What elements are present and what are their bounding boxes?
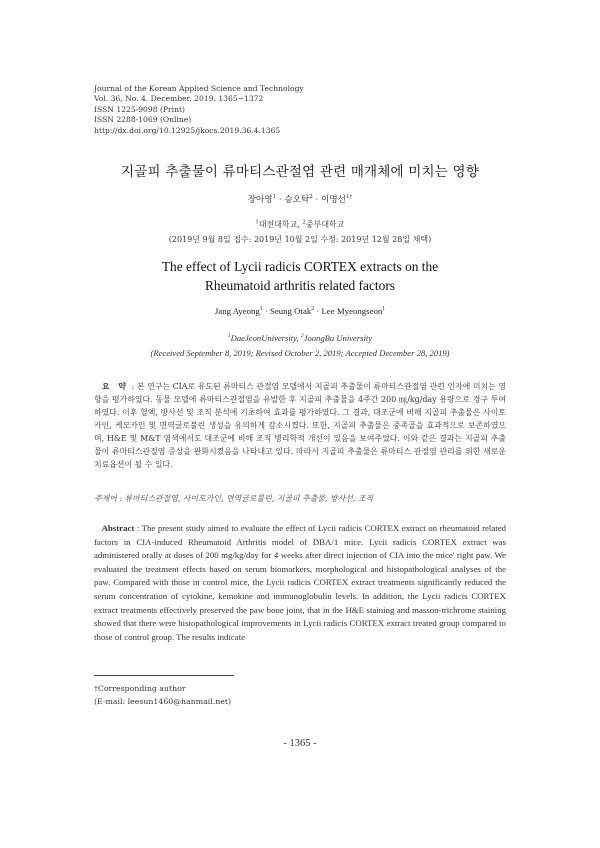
english-abstract-label: Abstract (101, 523, 135, 533)
korean-affiliation (0, 219, 600, 230)
journal-volume: Vol. 36, No. 4. December, 2019. 1365~1372 (94, 94, 264, 104)
english-authors (0, 306, 600, 316)
author-sep: · (314, 306, 322, 316)
aff-1: DaeJeonUniversity, (230, 333, 301, 343)
author-1-sup: 1 (272, 194, 277, 201)
english-abstract-text: : The present study aimed to evaluate the effect of Lycii radicis CORTEX extract on rheumatoid related factors in CIA-induced Rheumatoid Arthritis model of DBA/1 mice. Lycii radicis CORTEX extract was administered orally at doses of 200 mg/kg/day for 4 weeks after direct injection of CIA into the mice' right paw. We evaluated the treatment effects based on serum biomarkers, morphological and histopathological analyses of the paw. Compared with those in control mice, the Lycii radicis CORTEX extract treatments significantly reduced the serum concentration of cytokine, kemokine and immunoglobulin levels. In addition, the Lycii radicis CORTEX extract treatments effectively preserved the paw bone joint, that in the H&E staining and masson-trichrome staining showed that there were histopathological improvements in Lycii radicis CORTEX extract treated group compared to those of control group. The results indicate (94, 523, 507, 642)
author-2: 승오탁 (284, 195, 310, 205)
footnote-email: (E-mail: leesun1460@hanmail.net) (94, 697, 232, 706)
aff-2: JoongBu University (303, 333, 373, 343)
korean-keywords: 주제어 : 류마티스관절염, 사이토카인, 면역글로불린, 지골피 추출물, 방사선, 조직 (94, 494, 374, 503)
korean-abstract (94, 380, 506, 471)
author-3: Lee Myeongseon (321, 306, 383, 316)
author-3-sup: 1 (382, 306, 386, 313)
english-abstract (94, 522, 506, 644)
author-sep: · (262, 306, 270, 316)
korean-abstract-text: : 본 연구는 CIA로 유도된 류마티스 관절염 모델에서 지골피 추출물이 류마티스관절염 관련 인자에 미치는 영향을 평가하였다. 동물 모델에 류마티스관절염을 유발한 후 지골피 추출물을 4주간 200 ㎎/kg/day 용량으로 경구 투여하였다. 이후 혈액, 방사선 및 조직 분석에 기초하여 효과를 평가하였다. 그 결과, 대조군에 비해 지골피 추출물은 사이토카인, 케모카인 및 면역글로불린 생성을 유의하게 감소시켰다. 또한, 지골피 추출물은 중족골을 효과적으로 보존하였으며, H&E 및 M&T 염색에서도 대조군에 비해 조직 병리학적 개선이 있음을 보여주었다. 이와 같은 결과는 지골피 추출물이 류마티스관절염 증상을 완화시켰음을 나타내고 있다. 따라서 지골피 추출물은 류마티스 관절염 관리를 위한 새로운 치료옵션이 될 수 있다. (94, 382, 506, 469)
author-3: 이명선 (321, 195, 346, 205)
author-2-sup: 2 (311, 306, 315, 313)
footnote-divider (94, 675, 234, 676)
footnote (94, 682, 231, 708)
english-title-line-1: The effect of Lycii radicis CORTEX extracts on the (161, 259, 439, 274)
author-1: 장아영 (247, 195, 273, 205)
journal-header (94, 84, 304, 136)
author-1: Jang Ayeong (214, 306, 260, 316)
aff-2-sup: 2 (300, 333, 304, 340)
english-title-line-2: Rheumatoid arthritis related factors (204, 278, 395, 293)
journal-issn-print: ISSN 1225-9098 (Print) (94, 104, 185, 114)
korean-title: 지골피 추출물이 류마티스관절염 관련 매개체에 미치는 영향 (121, 164, 479, 180)
author-sep: · (312, 195, 322, 205)
english-dates: (Received September 8, 2019; Revised October 2, 2019; Accepted December 28, 2019) (150, 348, 450, 358)
author-3-sup: 1† (345, 194, 353, 201)
page-number: - 1365 - (283, 738, 317, 749)
author-2: Seung Otak (269, 306, 312, 316)
journal-issn-online: ISSN 2288-1069 (Online) (94, 115, 192, 125)
author-2-sup: 2 (309, 194, 313, 201)
footnote-corresponding: †Corresponding author (94, 684, 186, 693)
korean-dates: (2019년 9월 8일 접수: 2019년 10월 2일 수정: 2019년 12월 28일 채택) (168, 235, 432, 244)
aff-1: 대전대학교, (258, 220, 303, 229)
aff-1-sup: 1 (227, 333, 231, 340)
author-1-sup: 1 (259, 306, 263, 313)
aff-1-sup: 1 (255, 219, 259, 226)
korean-abstract-label: 요 약 (101, 382, 129, 391)
journal-name: Journal of the Korean Applied Science and Technology (94, 84, 304, 93)
author-sep: · (276, 195, 285, 205)
korean-authors (0, 193, 600, 205)
english-title (0, 257, 600, 295)
aff-2: 중부대학교 (305, 220, 345, 229)
aff-2-sup: 2 (302, 219, 306, 226)
journal-doi: http://dx.doi.org/10.12925/jkocs.2019.36.4.1365 (94, 125, 281, 135)
english-affiliation (0, 333, 600, 343)
